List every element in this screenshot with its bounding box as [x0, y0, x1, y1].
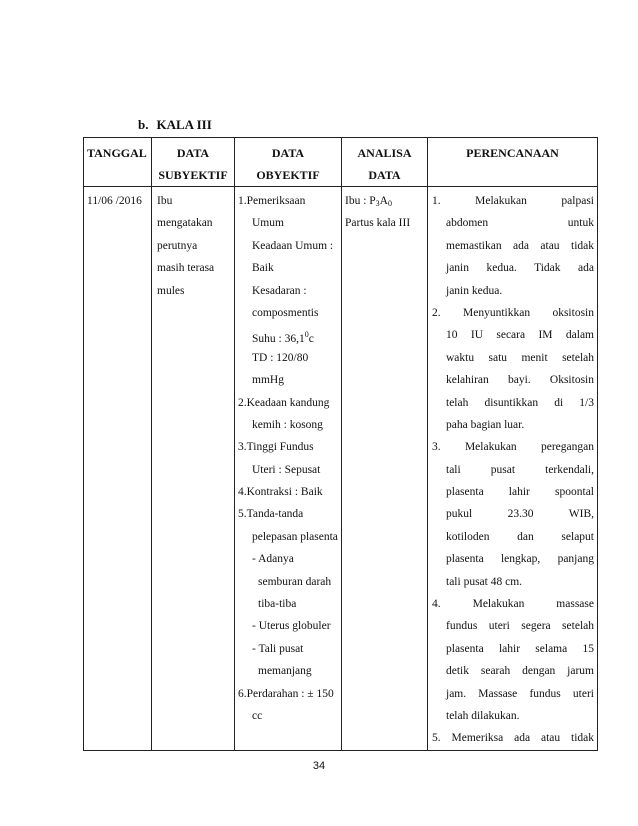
obyektif-line: 4.Kontraksi : Baik [238, 486, 323, 499]
perencanaan-line: 10 IU secara IM dalam [446, 329, 594, 342]
table-row [84, 187, 598, 751]
perencanaan-line: tali pusat 48 cm. [446, 575, 523, 588]
perencanaan-line: memastikan ada atau tidak [446, 239, 594, 252]
header-perencanaan: PERENCANAAN [428, 138, 598, 187]
perencanaan-line: 2. Menyuntikkan oksitosin [432, 306, 594, 319]
table-header-row [84, 138, 598, 187]
perencanaan-line: kelahiran bayi. Oksitosin [446, 374, 594, 387]
obyektif-line: kemih : kosong [252, 418, 323, 431]
obyektif-line: mmHg [252, 374, 284, 387]
obyektif-line: cc [252, 709, 263, 722]
obyektif-line: composmentis [252, 306, 319, 319]
obyektif-line: TD : 120/80 [252, 351, 309, 364]
cell-obyektif [235, 187, 342, 751]
perencanaan-line: pukul 23.30 WIB, [446, 508, 594, 521]
obyektif-line: 5.Tanda-tanda [238, 508, 304, 521]
perencanaan-line: abdomen untuk [446, 217, 594, 230]
perencanaan-line: plasenta lahir selama 15 [446, 642, 594, 655]
perencanaan-line: telah disuntikkan di 1/3 [446, 396, 594, 409]
subyektif-line: Ibu [157, 195, 173, 207]
obyektif-line: Keadaan Umum : [252, 239, 334, 252]
tanggal-value: 11/06 /2016 [87, 195, 142, 207]
obyektif-line: tiba-tiba [258, 598, 297, 611]
section-letter: b. [138, 117, 149, 132]
obyektif-line: 2.Keadaan kandung [238, 396, 330, 409]
analisa-line-1: Ibu : $P_3A_0$ [345, 195, 392, 208]
perencanaan-line: waktu satu menit setelah [446, 351, 594, 364]
obyektif-line: - Adanya [252, 553, 294, 566]
kala-iii-table [83, 137, 598, 751]
cell-perencanaan [428, 187, 598, 751]
perencanaan-line: janin kedua. Tidak ada [446, 262, 594, 275]
obyektif-line: semburan darah [258, 575, 332, 588]
section-heading [138, 117, 220, 133]
header-analisa-data: ANALISA DATA [342, 138, 428, 187]
perencanaan-line: 3. Melakukan peregangan [432, 441, 594, 454]
subyektif-line: perutnya [157, 239, 198, 252]
cell-analisa [342, 187, 428, 751]
obyektif-line: - Tali pusat [252, 642, 304, 655]
obyektif-line: Baik [252, 262, 274, 275]
perencanaan-line: jam. Massase fundus uteri [446, 687, 594, 700]
analisa-line-2: Partus kala III [345, 217, 411, 230]
perencanaan-line: kotiloden dan selaput [446, 530, 594, 543]
perencanaan-line: 5. Memeriksa ada atau tidak [432, 732, 594, 745]
obyektif-line: 6.Perdarahan : ± 150 [238, 687, 334, 700]
page-number: 34 [312, 760, 326, 772]
subyektif-line: mules [157, 284, 185, 297]
obyektif-line: 1.Pemeriksaan [238, 195, 306, 207]
header-data-subyektif: DATA SUBYEKTIF [152, 138, 235, 187]
perencanaan-line: plasenta lahir spoontal [446, 486, 594, 499]
perencanaan-line: janin kedua. [446, 284, 503, 297]
header-data-obyektif: DATA OBYEKTIF [235, 138, 342, 187]
perencanaan-line: fundus uteri segera setelah [446, 620, 594, 633]
perencanaan-line: 1. Melakukan palpasi [432, 195, 594, 207]
perencanaan-line: 4. Melakukan massase [432, 598, 594, 611]
perencanaan-line: paha bagian luar. [446, 418, 525, 431]
subyektif-line: masih terasa [157, 262, 215, 275]
obyektif-line: 3.Tinggi Fundus [238, 441, 314, 454]
subyektif-line: mengatakan [157, 217, 213, 230]
obyektif-line: pelepasan plasenta [252, 530, 338, 543]
cell-subyektif [152, 187, 235, 751]
perencanaan-line: plasenta lengkap, panjang [446, 553, 594, 566]
obyektif-line: memanjang [258, 665, 312, 678]
cell-tanggal [84, 187, 152, 751]
obyektif-line: Uteri : Sepusat [252, 463, 321, 476]
obyektif-line: Kesadaran : [252, 284, 307, 297]
obyektif-line: Umum [252, 217, 284, 230]
perencanaan-line: telah dilakukan. [446, 709, 520, 722]
perencanaan-line: tali pusat terkendali, [446, 463, 594, 476]
obyektif-line: - Uterus globuler [252, 620, 331, 633]
perencanaan-line: detik searah dengan jarum [446, 665, 594, 678]
section-title: KALA III [156, 117, 212, 132]
obyektif-line: Suhu : 36,1$^0$c [252, 330, 314, 346]
header-tanggal: TANGGAL [84, 138, 152, 187]
